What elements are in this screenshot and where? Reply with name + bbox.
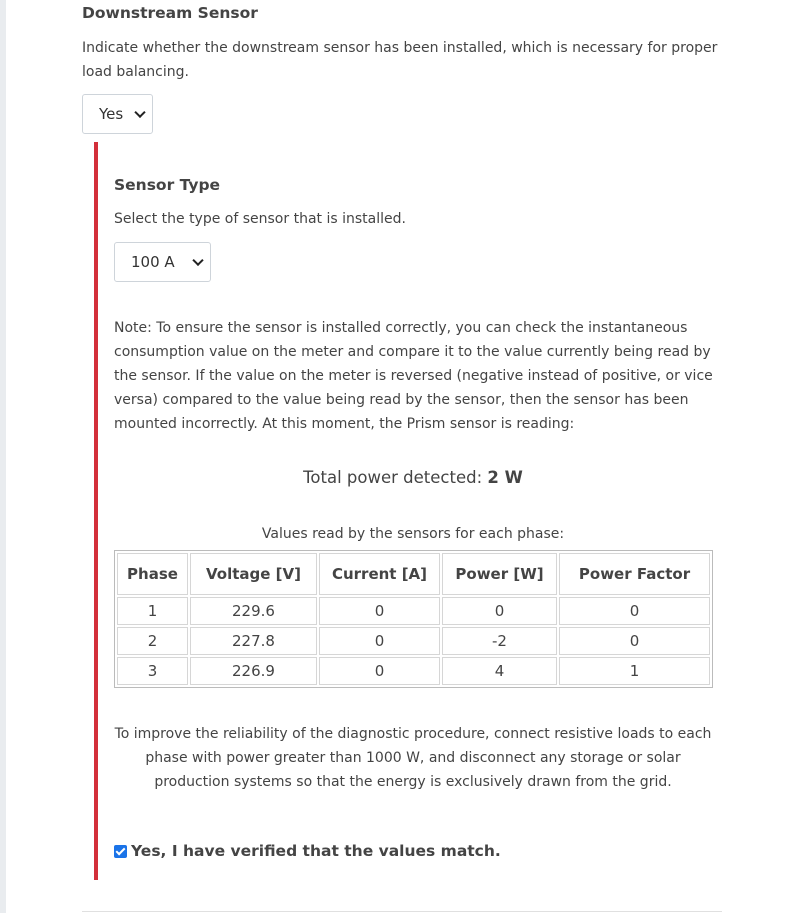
column-header: Current [A] <box>319 553 440 595</box>
verify-values-checkbox[interactable] <box>114 842 501 860</box>
sensor-type-select[interactable] <box>114 242 211 282</box>
table-cell: 229.6 <box>190 597 317 625</box>
table-cell: -2 <box>442 627 557 655</box>
table-cell: 1 <box>117 597 188 625</box>
table-cell: 2 <box>117 627 188 655</box>
table-cell: 0 <box>559 627 710 655</box>
chevron-down-icon <box>134 107 145 118</box>
table-row <box>117 627 710 655</box>
downstream-sensor-description: Indicate whether the downstream sensor has been installed, which is necessary for proper load balancing. <box>82 40 718 80</box>
downstream-sensor-title: Downstream Sensor <box>82 4 258 22</box>
column-header: Power [W] <box>442 553 557 595</box>
section-divider <box>82 911 722 912</box>
downstream-sensor-select[interactable] <box>82 94 153 134</box>
verify-values-label[interactable]: Yes, I have verified that the values match. <box>131 842 501 860</box>
diagnostic-tip: To improve the reliability of the diagnostic procedure, connect resistive loads to each phase with power greater than 1000 W, and disconnect any storage or solar production systems so that the energy is exclusively drawn from the grid. <box>114 726 712 790</box>
table-cell: 1 <box>559 657 710 685</box>
table-row <box>117 597 710 625</box>
table-cell: 3 <box>117 657 188 685</box>
total-power-value: 2 W <box>487 468 523 487</box>
sensor-type-selected-value: 100 A <box>131 253 175 271</box>
sensor-type-description: Select the type of sensor that is installed. <box>114 211 406 227</box>
table-caption: Values read by the sensors for each phase: <box>261 526 565 542</box>
downstream-sensor-selected-value: Yes <box>99 105 124 123</box>
nested-section-indicator <box>94 142 98 880</box>
table-row <box>117 657 710 685</box>
total-power <box>114 468 712 487</box>
table-header-row <box>117 553 710 595</box>
column-header: Phase <box>117 553 188 595</box>
table-cell: 0 <box>319 597 440 625</box>
checkbox-checked-icon[interactable] <box>114 845 127 858</box>
sensor-type-title: Sensor Type <box>114 176 221 194</box>
table-cell: 0 <box>319 627 440 655</box>
table-cell: 0 <box>559 597 710 625</box>
left-border <box>0 0 6 913</box>
table-cell: 0 <box>319 657 440 685</box>
chevron-down-icon <box>192 255 203 266</box>
column-header: Voltage [V] <box>190 553 317 595</box>
table-cell: 226.9 <box>190 657 317 685</box>
phase-values-table <box>114 550 713 688</box>
table-cell: 227.8 <box>190 627 317 655</box>
table-cell: 4 <box>442 657 557 685</box>
table-cell: 0 <box>442 597 557 625</box>
column-header: Power Factor <box>559 553 710 595</box>
installation-note: Note: To ensure the sensor is installed correctly, you can check the instantaneous consumption value on the meter and compare it to the value currently being read by the sensor. If the value on the meter is reversed (negative instead of positive, or vice versa) compared to the value being read by the sensor, then the sensor has been mounted incorrectly. At this moment, the Prism sensor is reading: <box>114 320 713 432</box>
total-power-label: Total power detected: <box>303 468 483 487</box>
